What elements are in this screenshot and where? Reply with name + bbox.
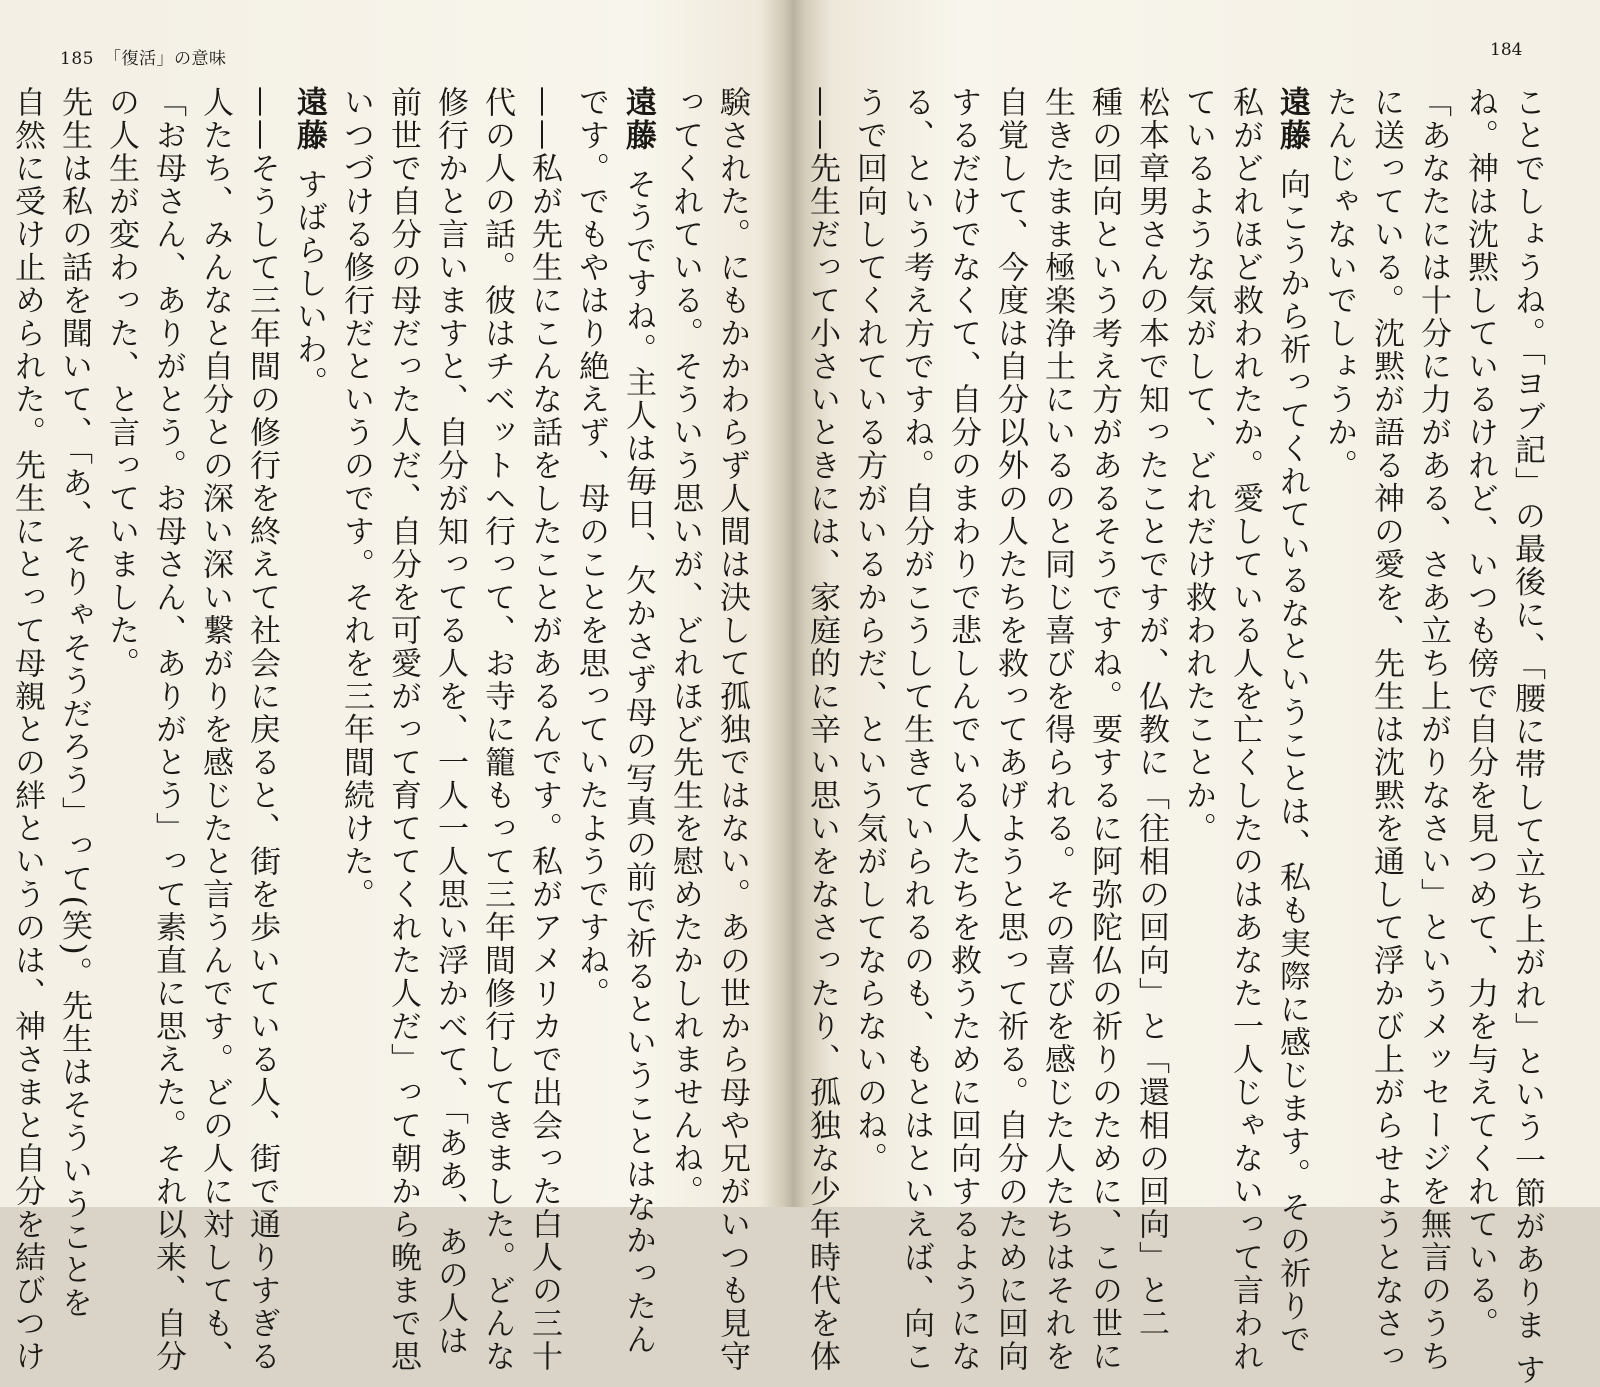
text-line: ているような気がして、どれだけ救われたことか。 [1180,86,1216,845]
text-line: ことでしょうね。「ヨブ記」の最後に、「腰に帯して立ち上がれ」という一節がありま す [1509,86,1545,1387]
text-line: 先生は私の話を聞いて、「あ、そりゃそうだろう」って(笑)。先生はそういうことを [56,86,92,1320]
left-page-body [9,86,755,1373]
text-line: 人たち、みんなと自分との深い深い繋がりを感じたと言うんです。どの人に対しても、 [197,86,233,1373]
right-page-number: 184 [1490,40,1523,60]
text-line: 私がどれほど救われたか。愛している人を亡くしたのはあなた一人じゃないって言われ [1227,86,1263,1373]
text-line: です。でもやはり絶えず、母のことを思っていたようですね。 [573,86,609,1010]
speech-text: 向こうから祈ってくれているなということは、私も実際に感じます。その祈りで [1274,168,1310,1356]
speaker-label: 遠藤 [1274,86,1310,152]
running-title: 「復活」の意味 [103,49,227,69]
text-line: 松本章男さんの本で知ったことですが、仏教に「往相の回向」と「還相の回向」と二 [1133,86,1169,1340]
speech-text: そうですね。主人は毎日、欠かさず母の写真の前で祈るということはなかったん [620,168,656,1356]
text-line: ——先生だって小さいときには、家庭的に辛い思いをなさったり、孤独な少年時代を体 [804,86,840,1373]
text-line: ——私が先生にこんな話をしたことがあるんです。私がアメリカで出会った白人の三十 [526,86,562,1373]
text-line: 種の回向という考え方があるそうですね。要するに阿弥陀仏の祈りのために、この世に [1086,86,1122,1373]
text-line: の人生が変わった、と言っていました。 [103,86,139,680]
text-line: ってくれている。そういう思いが、どれほど先生を慰めたかしれませんね。 [667,86,703,1208]
text-line: 代の人の話。彼はチベットへ行って、お寺に籠もって三年間修行してきました。どんな [479,86,515,1373]
text-line [614,86,661,1356]
text-line: 「あなたには十分に力がある、さあ立ち上がりなさい」というメッセージを無言のうち [1415,86,1451,1373]
text-line: するだけでなくて、自分のまわりで悲しんでいる人たちを救うために回向するようにな [945,86,981,1373]
text-line: 験された。にもかかわらず人間は決して孤独ではない。あの世から母や兄がいつも見守 [714,86,750,1373]
text-line: うで回向してくれている方がいるからだ、という気がしてならないのね。 [851,86,887,1175]
text-line: ね。神は沈黙しているけれど、いつも傍で自分を見つめて、力を与えてくれている。 [1462,86,1498,1340]
text-line: ——そうして三年間の修行を終えて社会に戻ると、街を歩いている人、街で通りすぎる [244,86,280,1373]
left-page-number: 185 [60,49,94,69]
text-line: る、という考え方ですね。自分がこうして生きていられるのも、もとはといえば、向こ [898,86,934,1373]
text-line [1268,86,1315,1356]
speaker-label: 遠藤 [620,86,656,152]
speaker-label: 遠藤 [291,86,327,152]
text-line [285,86,332,1166]
text-line: 生きたまま極楽浄土にいるのと同じ喜びを得られる。その喜びを感じた人たちはそれを [1039,86,1075,1373]
speech-text: すばらしいわ。 [291,168,327,399]
right-page [790,0,1600,1387]
text-line: 自然に受け止められた。先生にとって母親との絆というのは、神さまと自分を結びつけ [9,86,45,1373]
text-line: 修行かと言いますと、自分が知ってる人を、一人一人思い浮かべて、「ああ、あの人は [432,86,468,1358]
right-page-body [804,86,1550,1387]
text-line: 自覚して、今度は自分以外の人たちを救ってあげようと思って祈る。自分のために回向 [992,86,1028,1373]
left-page [0,0,790,1373]
text-line: いつづける修行だというのです。それを三年間続けた。 [338,86,374,911]
text-line: 「お母さん、ありがとう。お母さん、ありがとう」って素直に思えた。それ以来、自分 [150,86,186,1373]
text-line: に送っている。沈黙が語る神の愛を、先生は沈黙を通して浮かび上がらせようとなさっ [1368,86,1404,1373]
text-line: たんじゃないでしょうか。 [1321,86,1357,482]
left-page-header [60,44,226,69]
text-line: 前世で自分の母だった人だ、自分を可愛がって育ててくれた人だ」って朝から晩まで思 [385,86,421,1373]
